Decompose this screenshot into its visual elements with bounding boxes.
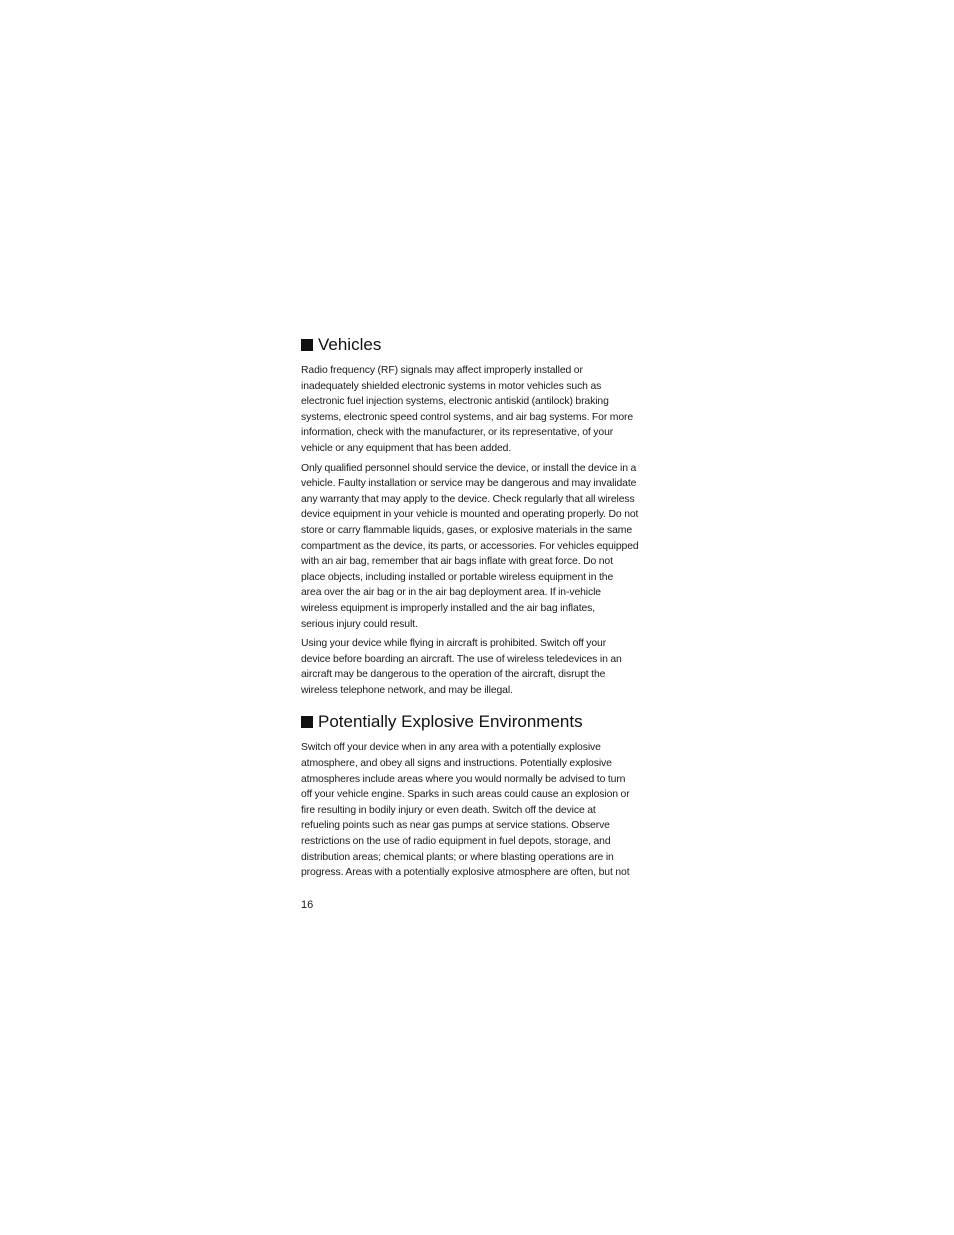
section-heading-explosive-environments: [301, 710, 661, 734]
page-content: [301, 333, 661, 885]
paragraph: Using your device while flying in aircraft is prohibited. Switch off your device before boarding an aircraft. The use of wireless teledevices in an aircraft may be dangerous to the operation of the aircraft, disrupt the wireless telephone network, and may be illegal.: [301, 638, 622, 696]
section-heading-vehicles: [301, 333, 661, 357]
section-title: Potentially Explosive Environments: [318, 712, 583, 732]
paragraph: Only qualified personnel should service the device, or install the device in a vehicle. Faulty installation or service may be dangerous and may invalidate any warranty that may apply to the device. Check regularly that all wireless device equipment in your vehicle is mounted and operating properly. Do not store or carry flammable liquids, gases, or explosive materials in the same compartment as the device, its parts, or accessories. For vehicles equipped with an air bag, remember that air bags inflate with great force. Do not place objects, including installed or portable wireless equipment in the area over the air bag or in the air bag deployment area. If in-vehicle wireless equipment is improperly installed and the air bag inflates, serious injury could result.: [301, 462, 639, 630]
paragraph: Switch off your device when in any area with a potentially explosive atmosphere, and obey all signs and instructions. Potentially explosive atmospheres include areas where you would normally be advised to turn off your vehicle engine. Sparks in such areas could cause an explosion or fire resulting in bodily injury or even death. Switch off the device at refueling points such as near gas pumps at service stations. Observe restrictions on the use of radio equipment in fuel depots, storage, and distribution areas; chemical plants; or where blasting operations are in progress. Areas with a potentially explosive atmosphere are often, but not: [301, 742, 630, 879]
square-bullet-icon: [301, 339, 313, 351]
paragraph: Radio frequency (RF) signals may affect improperly installed or inadequately shielded electronic systems in motor vehicles such as electronic fuel injection systems, electronic antiskid (antilock) braking systems, electronic speed control systems, and air bag systems. For more information, check with the manufacturer, or its representative, of your vehicle or any equipment that has been added.: [301, 365, 634, 454]
section-title: Vehicles: [318, 335, 382, 354]
page-number: 16: [301, 899, 314, 911]
square-bullet-icon: [301, 716, 313, 728]
